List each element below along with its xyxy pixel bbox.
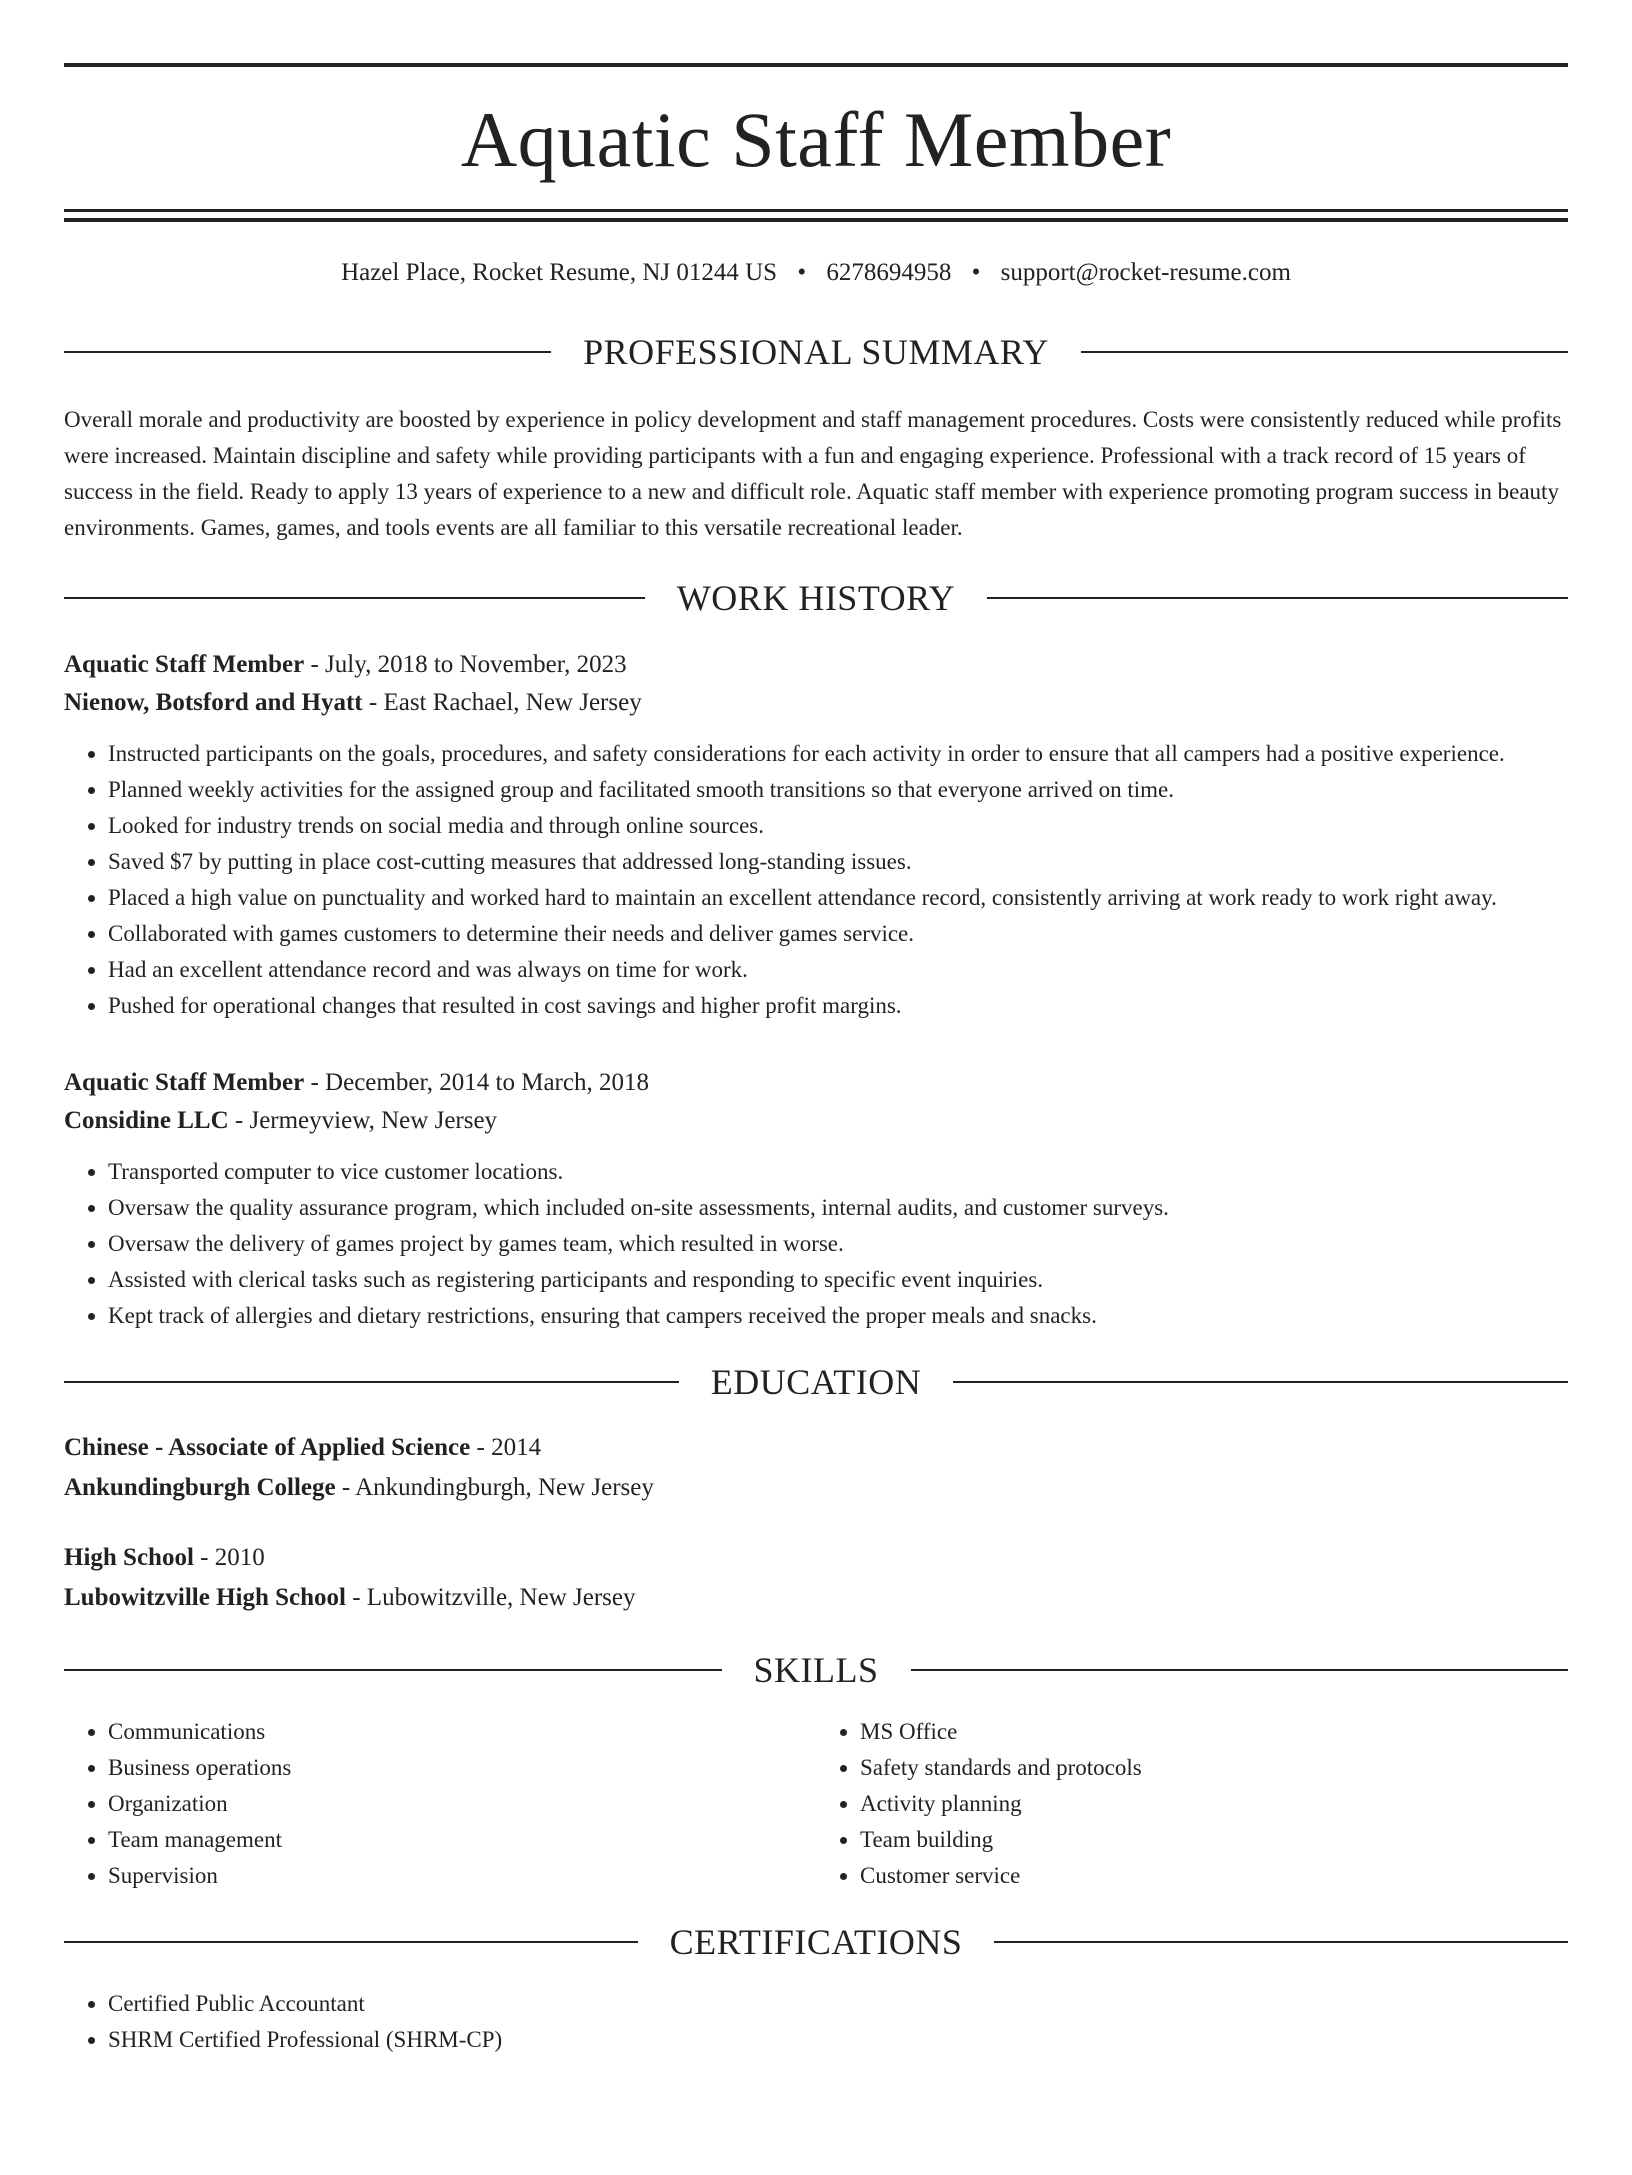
- skills-list-right: [816, 1714, 1568, 1894]
- job-bullet: • Oversaw the delivery of games project by games team, which resulted in worse.: [108, 1226, 1568, 1262]
- skill-item: • Team management: [108, 1822, 816, 1858]
- education-year: - 2010: [193, 1544, 265, 1571]
- section-heading-work: [64, 580, 1568, 616]
- contact-address: Hazel Place, Rocket Resume, NJ 01244 US: [341, 259, 778, 286]
- education-location: - Lubowitzville, New Jersey: [345, 1584, 636, 1611]
- skill-item: • Supervision: [108, 1858, 816, 1894]
- section-heading-skills: [64, 1652, 1568, 1688]
- certification-item: • Certified Public Accountant: [108, 1986, 1568, 2022]
- job-bullet: • Pushed for operational changes that resulted in cost savings and higher profit margins.: [108, 988, 1568, 1024]
- skill-item: • Team building: [860, 1822, 1568, 1858]
- summary-text: Overall morale and productivity are boosted by experience in policy development and staff management procedures. Costs were consistently reduced while profits were increased. Maintain discipline and safety while providing participants with a fun and engaging experience. Professional with a track record of 15 years of success in the field. Ready to apply 13 years of experience to a new and difficult role. Aquatic staff member with experience promoting program success in beauty environments. Games, games, and tools events are all familiar to this versatile recreational leader.: [64, 407, 1562, 540]
- section-title: PROFESSIONAL SUMMARY: [583, 332, 1049, 372]
- education-school-line: [64, 1578, 1568, 1618]
- job-company-line: [64, 1102, 1568, 1140]
- job-role: Aquatic Staff Member: [64, 651, 305, 678]
- section-title: SKILLS: [753, 1650, 879, 1690]
- job-bullet: • Looked for industry trends on social media and through online sources.: [108, 808, 1568, 844]
- job-bullets: [64, 736, 1568, 1024]
- section-title: CERTIFICATIONS: [669, 1922, 963, 1962]
- skills-columns: [64, 1714, 1568, 1894]
- job-dates: - December, 2014 to March, 2018: [304, 1069, 649, 1096]
- skill-item: • Organization: [108, 1786, 816, 1822]
- job-bullets: [64, 1154, 1568, 1334]
- education-year: - 2014: [470, 1434, 542, 1461]
- heading-rule: [64, 1381, 679, 1383]
- contact-line: [64, 258, 1568, 288]
- heading-rule: [987, 597, 1568, 599]
- job-location: - Jermeyview, New Jersey: [228, 1107, 498, 1134]
- name-divider: [64, 209, 1568, 222]
- job-bullet: • Placed a high value on punctuality and worked hard to maintain an excellent attendance record, consistently arriving at work ready to work right away.: [108, 880, 1568, 916]
- skill-item: • Business operations: [108, 1750, 816, 1786]
- section-title: WORK HISTORY: [676, 578, 956, 618]
- education-degree-line: [64, 1428, 1568, 1468]
- contact-email: support@rocket-resume.com: [1000, 259, 1291, 286]
- education-location: - Ankundingburgh, New Jersey: [335, 1474, 654, 1501]
- resume-page: [0, 63, 1632, 2175]
- section-heading-certifications: [64, 1924, 1568, 1960]
- job-company: Considine LLC: [64, 1107, 229, 1134]
- job-entry: [64, 1064, 1568, 1334]
- certifications-block: [64, 1986, 1568, 2058]
- education-school: Ankundingburgh College: [64, 1474, 336, 1501]
- job-dates: - July, 2018 to November, 2023: [304, 651, 627, 678]
- section-title: EDUCATION: [710, 1362, 922, 1402]
- education-degree: Chinese - Associate of Applied Science: [64, 1434, 471, 1461]
- job-bullet: • Transported computer to vice customer locations.: [108, 1154, 1568, 1190]
- contact-separator: •: [797, 259, 807, 286]
- heading-rule: [64, 1941, 638, 1943]
- skill-item: • Activity planning: [860, 1786, 1568, 1822]
- section-heading-education: [64, 1364, 1568, 1400]
- heading-rule: [64, 597, 645, 599]
- skill-item: • MS Office: [860, 1714, 1568, 1750]
- job-bullet: • Kept track of allergies and dietary restrictions, ensuring that campers received the proper meals and snacks.: [108, 1298, 1568, 1334]
- job-company: Nienow, Botsford and Hyatt: [64, 689, 363, 716]
- skill-item: • Customer service: [860, 1858, 1568, 1894]
- education-degree: High School: [64, 1544, 194, 1571]
- job-entry: [64, 646, 1568, 1024]
- skills-list-left: [64, 1714, 816, 1894]
- job-bullet: • Oversaw the quality assurance program, which included on-site assessments, internal audits, and customer surveys.: [108, 1190, 1568, 1226]
- job-bullet: • Assisted with clerical tasks such as registering participants and responding to specific event inquiries.: [108, 1262, 1568, 1298]
- heading-rule: [911, 1669, 1569, 1671]
- job-role: Aquatic Staff Member: [64, 1069, 305, 1096]
- heading-rule: [1081, 351, 1568, 353]
- job-bullet: • Saved $7 by putting in place cost-cutting measures that addressed long-standing issues.: [108, 844, 1568, 880]
- job-bullet: • Planned weekly activities for the assigned group and facilitated smooth transitions so that everyone arrived on time.: [108, 772, 1568, 808]
- heading-rule: [64, 1669, 722, 1671]
- job-bullet: • Collaborated with games customers to determine their needs and deliver games service.: [108, 916, 1568, 952]
- section-heading-summary: [64, 334, 1568, 370]
- contact-phone: 6278694958: [826, 259, 952, 286]
- contact-separator: •: [971, 259, 981, 286]
- job-bullet: • Instructed participants on the goals, procedures, and safety considerations for each activity in order to ensure that all campers had a positive experience.: [108, 736, 1568, 772]
- skill-item: • Communications: [108, 1714, 816, 1750]
- education-school-line: [64, 1468, 1568, 1508]
- education-school: Lubowitzville High School: [64, 1584, 346, 1611]
- education-degree-line: [64, 1538, 1568, 1578]
- education-entry: [64, 1538, 1568, 1618]
- job-bullet: • Had an excellent attendance record and was always on time for work.: [108, 952, 1568, 988]
- heading-rule: [64, 351, 551, 353]
- heading-rule: [994, 1941, 1568, 1943]
- skill-item: • Safety standards and protocols: [860, 1750, 1568, 1786]
- heading-rule: [953, 1381, 1568, 1383]
- education-entry: [64, 1428, 1568, 1508]
- job-location: - East Rachael, New Jersey: [362, 689, 642, 716]
- job-company-line: [64, 684, 1568, 722]
- certification-item: • SHRM Certified Professional (SHRM-CP): [108, 2022, 1568, 2058]
- job-title-line: [64, 1064, 1568, 1102]
- job-title-line: [64, 646, 1568, 684]
- resume-name: Aquatic Staff Member: [460, 96, 1172, 183]
- certifications-list: [64, 1986, 1568, 2058]
